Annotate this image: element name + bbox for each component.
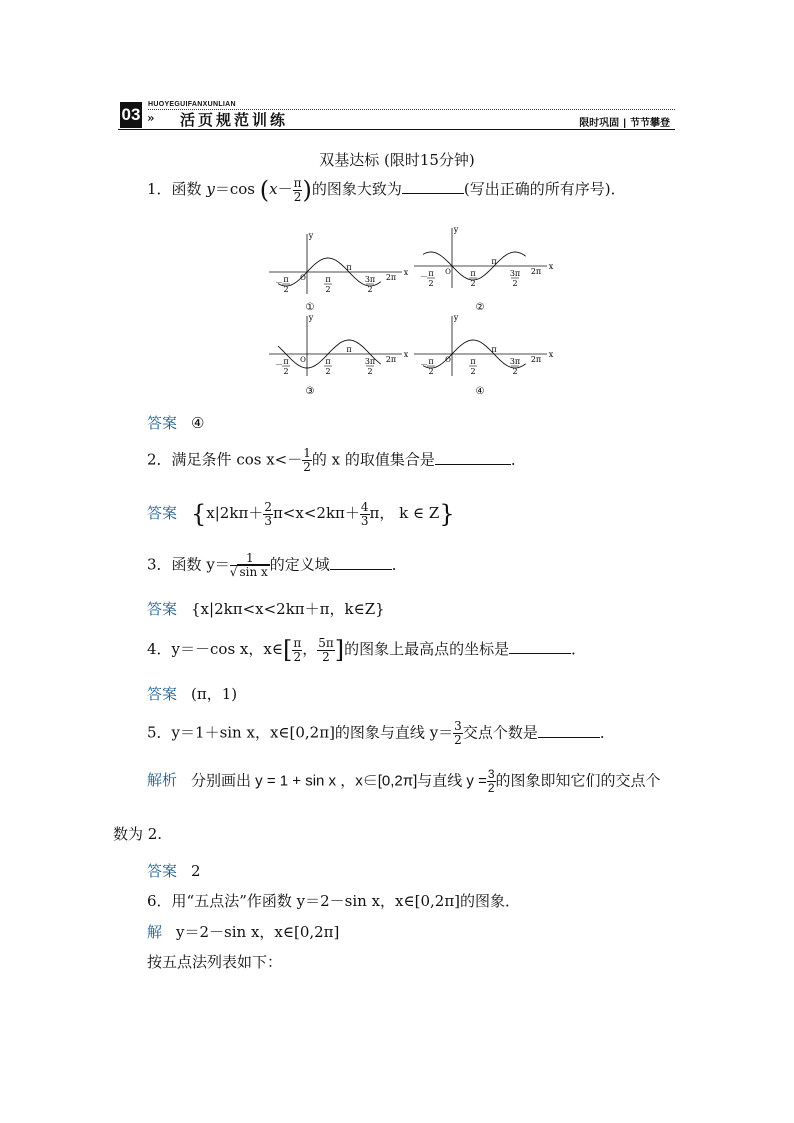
q4-num: 4． bbox=[147, 640, 172, 658]
answer-1-label: 答案 bbox=[147, 415, 178, 432]
answer-5-label: 答案 bbox=[147, 863, 178, 880]
question-4: 4．y＝－cos x，x∈[ $\frac{\pi}{2}$ ， $\frac{5\pi}{2}$ ]的图象上最高点的坐标是 ． bbox=[147, 635, 587, 664]
header-pinyin: HUOYEGUIFANXUNLIAN bbox=[148, 101, 236, 108]
q2-num: 2． bbox=[147, 450, 172, 469]
graph-1-tick-neg-half-pi-neg: － bbox=[275, 278, 283, 287]
q4-text-a: y＝－cos x，x∈ bbox=[171, 640, 283, 658]
solution-6-value: y＝2－sin x，x∈[0,2π] bbox=[176, 923, 340, 941]
graph-3-tick-neg-half-pi-den: 2 bbox=[283, 367, 289, 376]
q2-text-b: 的 x 的取值集合是 bbox=[311, 450, 435, 469]
q1-text-a: 函数 bbox=[171, 180, 202, 198]
graph-4-label: ④ bbox=[475, 386, 485, 397]
q3-num: 3． bbox=[147, 555, 172, 574]
q4-blank bbox=[509, 653, 571, 654]
graph-2-origin: O bbox=[445, 268, 451, 276]
header-title: 活页规范训练 bbox=[180, 112, 289, 129]
graph-3-tick-3half-pi-num: 3π bbox=[364, 357, 376, 366]
answer-2: 答案 {x|2kπ＋ $\frac{2}{3}$ π<x<2kπ＋ $\frac{4}{3}$ π， k ∈ Z} bbox=[147, 499, 455, 528]
graph-4-tick-pi: π bbox=[491, 345, 497, 354]
q1-frac: $\frac{\pi}{2}$ bbox=[293, 175, 302, 204]
chevron-right-icon: » bbox=[147, 111, 155, 125]
q5-blank bbox=[538, 737, 600, 738]
graph-4-origin: O bbox=[445, 356, 451, 364]
graph-1-tick-neg-half-pi-num: π bbox=[283, 275, 289, 284]
graph-4-tick-neg-half-pi-den: 2 bbox=[428, 367, 434, 376]
answer-4-label: 答案 bbox=[147, 686, 178, 703]
graph-1-origin: O bbox=[300, 274, 306, 282]
q5-frac: $\frac{3}{2}$ bbox=[454, 719, 462, 747]
analysis-5-a: 分别画出 y = 1 + sin x ，x∈[0,2π]与直线 y = bbox=[191, 772, 487, 790]
graph-2-tick-pi: π bbox=[491, 257, 497, 266]
question-1: 1．函数 y＝cos (x－ $\frac{\pi}{2}$ )的图象大致为 (写出正确的所有序号)． bbox=[147, 175, 626, 204]
graph-1-y-label: y bbox=[308, 231, 314, 240]
graph-1-tick-half-pi-den: 2 bbox=[325, 285, 331, 294]
graph-2-tick-neg-half-pi-num: π bbox=[428, 269, 434, 278]
q2-frac: $\frac{1}{2}$ bbox=[303, 446, 311, 474]
graph-2-label: ② bbox=[475, 302, 485, 313]
graph-3-y-label: y bbox=[308, 313, 314, 322]
answer-3 bbox=[147, 598, 385, 619]
graph-2-y-label: y bbox=[453, 225, 459, 234]
solution-6-label: 解 bbox=[147, 924, 163, 941]
graph-1-label: ① bbox=[305, 302, 315, 313]
graph-1-tick-3half-pi-den: 2 bbox=[367, 285, 373, 294]
answer-2-a: x|2kπ＋ bbox=[206, 504, 264, 522]
graph-4-tick-3half-pi-den: 2 bbox=[512, 367, 518, 376]
q2-text-c: ． bbox=[510, 450, 526, 469]
graph-3-tick-half-pi-den: 2 bbox=[325, 367, 331, 376]
header-right: 限时巩固 | 节节攀登 bbox=[575, 114, 674, 129]
graph-2-x-label: x bbox=[548, 262, 554, 271]
answer-3-value: {x|2kπ<x<2kπ＋π，k∈Z} bbox=[191, 600, 385, 618]
graph-1-tick-3half-pi-num: 3π bbox=[364, 275, 376, 284]
graph-2-tick-3half-pi-num: 3π bbox=[509, 269, 521, 278]
graph-2-tick-half-pi-num: π bbox=[470, 269, 476, 278]
q2-blank bbox=[435, 464, 511, 465]
q3-text-a: 函数 y＝ bbox=[171, 555, 230, 574]
answer-4-value: (π，1) bbox=[191, 685, 238, 703]
answer-2-label: 答案 bbox=[147, 505, 178, 522]
solution-6-line2: 按五点法列表如下： bbox=[147, 953, 283, 971]
answer-5 bbox=[147, 860, 201, 881]
graph-1-tick-pi: π bbox=[346, 263, 352, 272]
graph-2-tick-half-pi-den: 2 bbox=[470, 279, 476, 288]
q3-blank bbox=[330, 569, 392, 570]
graph-2-tick-neg-half-pi-neg: － bbox=[420, 272, 428, 281]
q1-num: 1． bbox=[147, 180, 172, 198]
q5-num: 5． bbox=[147, 723, 172, 742]
graphs-figure bbox=[262, 224, 562, 404]
graph-4-y-label: y bbox=[453, 313, 459, 322]
question-3 bbox=[147, 552, 407, 579]
q3-frac: $\frac{1}{\text{√ sin x}}$ bbox=[229, 551, 268, 579]
q1-text-b: 的图象大致为 bbox=[311, 180, 402, 198]
graph-3-tick-3half-pi-den: 2 bbox=[367, 367, 373, 376]
graph-2-tick-2pi: 2π bbox=[530, 267, 542, 276]
q5-text-a: y＝1＋sin x，x∈[0,2π]的图象与直线 y＝ bbox=[171, 723, 454, 742]
graph-3-x-label: x bbox=[403, 350, 409, 359]
analysis-5-frac: $\frac{3}{2}$ bbox=[487, 767, 495, 795]
q1-text-c: (写出正确的所有序号)． bbox=[463, 180, 626, 198]
graph-4-tick-half-pi-num: π bbox=[470, 357, 476, 366]
q2-text-a: 满足条件 cos x<－ bbox=[171, 450, 303, 469]
answer-3-label: 答案 bbox=[147, 601, 178, 618]
section-title: 双基达标 (限时15分钟) bbox=[319, 151, 475, 169]
q4-frac-a: $\frac{\pi}{2}$ bbox=[293, 635, 302, 664]
graph-1-tick-half-pi-num: π bbox=[325, 275, 331, 284]
graph-3-tick-neg-half-pi-neg: － bbox=[275, 360, 283, 369]
answer-1 bbox=[147, 412, 204, 433]
answer-1-value: ④ bbox=[191, 414, 205, 432]
graph-3-tick-pi: π bbox=[346, 345, 352, 354]
q3-text-b: 的定义域 bbox=[269, 555, 330, 574]
graph-4-tick-3half-pi-num: 3π bbox=[509, 357, 521, 366]
q6-num: 6． bbox=[147, 892, 172, 910]
graph-3-origin: O bbox=[300, 356, 306, 364]
answer-4 bbox=[147, 683, 237, 704]
graph-1-tick-neg-half-pi-den: 2 bbox=[283, 285, 289, 294]
graph-3-tick-neg-half-pi-num: π bbox=[283, 357, 289, 366]
answer-2-c: π， k ∈ Z bbox=[369, 504, 440, 522]
q6-text: 用“五点法”作函数 y＝2－sin x，x∈[0,2π]的图象． bbox=[171, 892, 521, 910]
answer-2-b: π<x<2kπ＋ bbox=[272, 504, 360, 522]
analysis-5 bbox=[147, 768, 661, 795]
graph-4-tick-2pi: 2π bbox=[530, 355, 542, 364]
graph-3-tick-half-pi-num: π bbox=[325, 357, 331, 366]
header-rule bbox=[118, 129, 675, 130]
q5-text-c: ． bbox=[599, 723, 615, 742]
q4-frac-b: $\frac{5\pi}{2}$ bbox=[318, 635, 334, 664]
graph-1-tick-2pi: 2π bbox=[385, 273, 397, 282]
question-5 bbox=[147, 720, 615, 747]
question-2 bbox=[147, 447, 526, 474]
q4-text-c: ． bbox=[571, 640, 587, 658]
graph-3-label: ③ bbox=[305, 386, 315, 397]
graph-2-tick-neg-half-pi-den: 2 bbox=[428, 279, 434, 288]
q4-text-b: 的图象上最高点的坐标是 bbox=[344, 640, 510, 658]
graph-4-tick-neg-half-pi-neg: － bbox=[420, 360, 428, 369]
graph-2-tick-3half-pi-den: 2 bbox=[512, 279, 518, 288]
header-right-b: 节节攀登 bbox=[630, 118, 670, 129]
answer-5-value: 2 bbox=[191, 862, 201, 880]
graph-4-tick-half-pi-den: 2 bbox=[470, 367, 476, 376]
answer-2-frac-a: $\frac{2}{3}$ bbox=[264, 499, 272, 528]
answer-2-frac-b: $\frac{4}{3}$ bbox=[360, 499, 369, 528]
q3-text-c: ． bbox=[391, 555, 407, 574]
solution-6 bbox=[147, 921, 339, 942]
graph-4-x-label: x bbox=[548, 350, 554, 359]
chapter-number: 03 bbox=[120, 102, 142, 128]
graph-4-tick-neg-half-pi-num: π bbox=[428, 357, 434, 366]
analysis-5-cont: 数为 2. bbox=[113, 825, 163, 843]
q1-blank bbox=[402, 193, 464, 194]
graph-1-x-label: x bbox=[403, 268, 409, 277]
question-6 bbox=[147, 890, 520, 911]
q5-text-b: 交点个数是 bbox=[462, 723, 538, 742]
graph-3-tick-2pi: 2π bbox=[385, 355, 397, 364]
analysis-5-label: 解析 bbox=[147, 772, 178, 790]
analysis-5-b: 的图象即知它们的交点个 bbox=[495, 772, 661, 790]
header-right-a: 限时巩固 bbox=[579, 118, 620, 129]
